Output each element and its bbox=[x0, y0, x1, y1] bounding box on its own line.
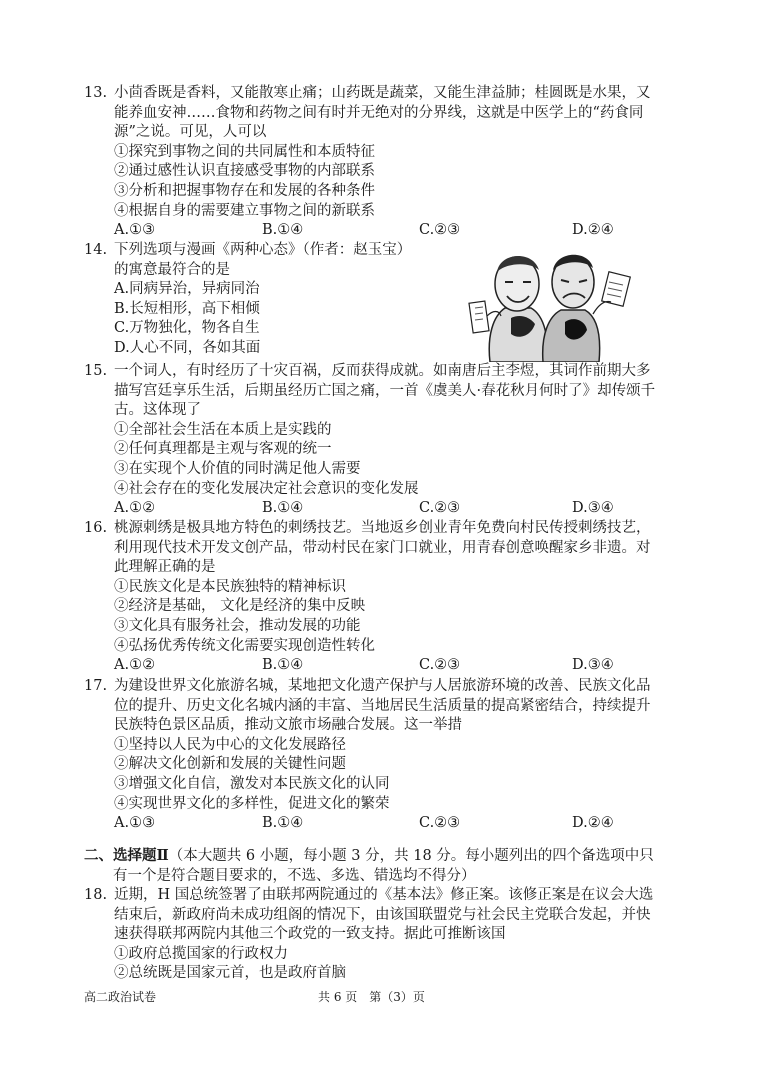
section-heading bbox=[84, 846, 684, 886]
option-c[interactable]: C.②③ bbox=[419, 815, 461, 832]
answer-options bbox=[114, 656, 684, 676]
question-number: 17. bbox=[84, 678, 108, 694]
question-stem-line: 桃源刺绣是极具地方特色的刺绣技艺。当地返乡创业青年免费向村民传授刺绣技艺， bbox=[114, 520, 651, 536]
section-title: 二、选择题Ⅱ bbox=[84, 847, 169, 864]
question-stem-line: 速获得联邦两院内其他三个政党的一致支持。据此可推断该国 bbox=[114, 926, 506, 943]
footer-subject: 高二政治试卷 bbox=[84, 990, 157, 1004]
section-instructions-cont: 有一个是符合题目要求的，不选、多选、错选均不得分） bbox=[113, 867, 476, 884]
statement-item: ④根据自身的需要建立事物之间的新联系 bbox=[114, 202, 375, 219]
question-stem-line: 描写宫廷享乐生活，后期虽经历亡国之痛，一首《虞美人·春花秋月何时了》却传颂千 bbox=[114, 382, 656, 399]
statement-item: ③增强文化自信，激发对本民族文化的认同 bbox=[114, 775, 390, 792]
question-18 bbox=[84, 886, 684, 984]
option-b[interactable]: B.①④ bbox=[262, 815, 304, 832]
statement-item: ②经济是基础， 文化是经济的集中反映 bbox=[114, 598, 366, 615]
question-16 bbox=[84, 519, 684, 676]
statement-item: ①政府总揽国家的行政权力 bbox=[114, 945, 288, 962]
statement-item: ②解决文化创新和发展的关键性问题 bbox=[114, 756, 346, 773]
question-number: 18. bbox=[84, 887, 108, 903]
question-stem-line: 源”之说。可见，人可以 bbox=[114, 124, 267, 141]
question-stem-line: 下列选项与漫画《两种心态》（作者：赵玉宝） bbox=[114, 242, 412, 258]
statement-item: ①全部社会生活在本质上是实践的 bbox=[114, 421, 332, 438]
statement-item: ①坚持以人民为中心的文化发展路径 bbox=[114, 736, 346, 753]
option-a[interactable]: A.①③ bbox=[114, 815, 156, 832]
answer-options bbox=[114, 814, 684, 834]
statement-item: ②总统既是国家元首，也是政府首脑 bbox=[114, 965, 346, 982]
option-d[interactable]: D.②④ bbox=[572, 815, 614, 832]
question-stem-line: 民族特色景区品质，推动文旅市场融合发展。这一举措 bbox=[114, 717, 462, 734]
question-stem-line: 此理解正确的是 bbox=[114, 559, 216, 576]
cartoon-illustration bbox=[435, 244, 645, 362]
answer-options bbox=[114, 221, 684, 241]
statement-item: ④实现世界文化的多样性，促进文化的繁荣 bbox=[114, 795, 390, 812]
question-stem-line: 古。这体现了 bbox=[114, 402, 201, 419]
option-a[interactable]: A.①③ bbox=[114, 222, 156, 239]
question-stem-line: 的寓意最符合的是 bbox=[114, 261, 230, 278]
option-c[interactable]: C.②③ bbox=[419, 657, 461, 674]
section-instructions: （本大题共 6 小题，每小题 3 分，共 18 分。每小题列出的四个备选项中只 bbox=[168, 848, 654, 864]
statement-item: ②任何真理都是主观与客观的统一 bbox=[114, 441, 332, 458]
statement-item: ③分析和把握事物存在和发展的各种条件 bbox=[114, 182, 375, 199]
option-b[interactable]: B.①④ bbox=[262, 222, 304, 239]
question-number: 16. bbox=[84, 520, 108, 536]
question-stem-line: 位的提升、历史文化名城内涵的丰富、当地居民生活质量的提高紧密结合，持续提升 bbox=[114, 697, 651, 714]
statement-item: ①民族文化是本民族独特的精神标识 bbox=[114, 578, 346, 595]
statement-item: ②通过感性认识直接感受事物的内部联系 bbox=[114, 163, 375, 180]
question-13 bbox=[84, 84, 684, 241]
question-15 bbox=[84, 362, 684, 519]
question-14 bbox=[84, 241, 444, 359]
option-a[interactable]: A.①② bbox=[114, 657, 156, 674]
question-stem-line: 近期，H 国总统签署了由联邦两院通过的《基本法》修正案。该修正案是在议会大选 bbox=[114, 887, 654, 903]
option-a[interactable]: A.①② bbox=[114, 500, 156, 517]
option-a[interactable]: A.同病异治，异病同治 bbox=[114, 281, 260, 298]
statement-item: ④弘扬优秀传统文化需要实现创造性转化 bbox=[114, 637, 375, 654]
statement-item: ④社会存在的变化发展决定社会意识的变化发展 bbox=[114, 480, 419, 497]
option-d[interactable]: D.③④ bbox=[572, 500, 614, 517]
question-number: 14. bbox=[84, 242, 108, 258]
option-b[interactable]: B.①④ bbox=[262, 500, 304, 517]
statement-item: ①探究到事物之间的共同属性和本质特征 bbox=[114, 143, 375, 160]
statement-item: ③文化具有服务社会，推动发展的功能 bbox=[114, 617, 361, 634]
option-c[interactable]: C.②③ bbox=[419, 500, 461, 517]
question-number: 15. bbox=[84, 363, 108, 379]
question-stem-line: 为建设世界文化旅游名城，某地把文化遗产保护与人居旅游环境的改善、民族文化品 bbox=[114, 678, 651, 694]
question-stem-line: 一个词人，有时经历了十灾百祸，反而获得成就。如南唐后主李煜，其词作前期大多 bbox=[114, 363, 651, 379]
right-figure bbox=[543, 255, 631, 362]
question-number: 13. bbox=[84, 85, 108, 101]
option-c[interactable]: C.万物独化，物各自生 bbox=[114, 320, 260, 337]
question-17 bbox=[84, 677, 684, 834]
option-d[interactable]: D.②④ bbox=[572, 222, 614, 239]
option-b[interactable]: B.长短相形，高下相倾 bbox=[114, 300, 260, 317]
question-stem-line: 小茴香既是香料，又能散寒止痛；山药既是蔬菜，又能生津益肺；桂圆既是水果，又 bbox=[114, 85, 651, 101]
question-stem-line: 利用现代技术开发文创产品，带动村民在家门口就业，用青春创意唤醒家乡非遗。对 bbox=[114, 539, 651, 556]
option-b[interactable]: B.①④ bbox=[262, 657, 304, 674]
option-c[interactable]: C.②③ bbox=[419, 222, 461, 239]
question-stem-line: 结束后，新政府尚未成功组阁的情况下，由该国联盟党与社会民主党联合发起，并快 bbox=[114, 906, 651, 923]
question-stem-line: 能养血安神……食物和药物之间有时并无绝对的分界线，这就是中医学上的“药食同 bbox=[114, 104, 644, 121]
statement-item: ③在实现个人价值的同时满足他人需要 bbox=[114, 460, 361, 477]
footer-page-number: 共 6 页 第（3）页 bbox=[318, 990, 425, 1004]
option-d[interactable]: D.人心不同，各如其面 bbox=[114, 339, 261, 356]
left-figure bbox=[469, 256, 547, 362]
option-d[interactable]: D.③④ bbox=[572, 657, 614, 674]
answer-options bbox=[114, 499, 684, 519]
